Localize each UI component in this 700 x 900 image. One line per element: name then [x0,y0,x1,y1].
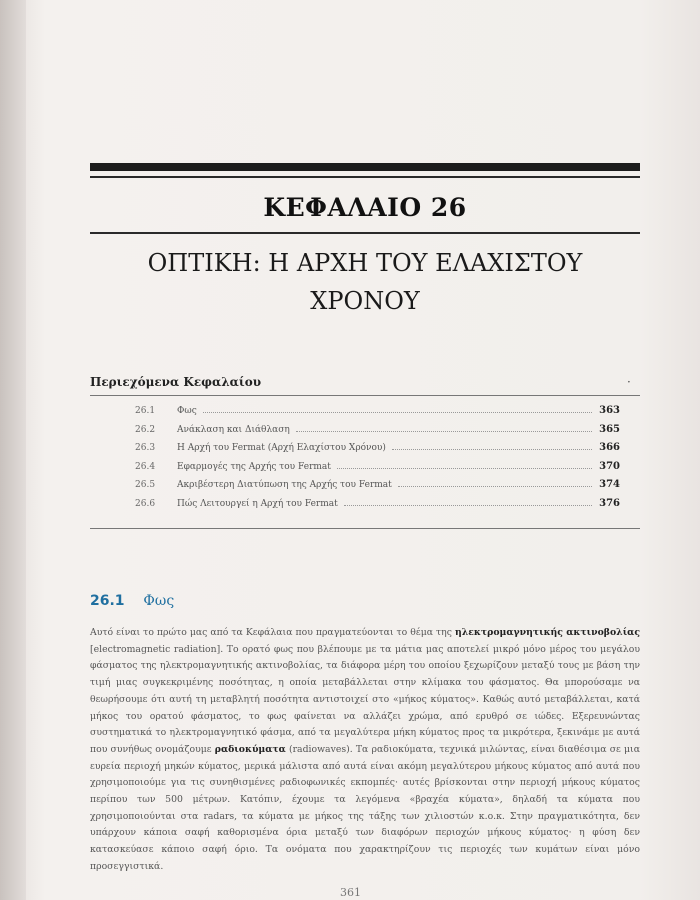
toc-row [135,461,620,480]
toc-number: 26.2 [135,424,156,435]
chapter-label: ΚΕΦΑΛΑΙΟ 26 [263,193,467,222]
toc-leader-dots [296,431,592,432]
body-text-run: (radiowaves). Τα ραδιοκύματα, τεχνικά μιλώντας, είναι διαθέσιμα σε μια ευρεία περιοχή μηκών κύματος, μερικά μάλιστα από αυτά είναι ακόμη μεγαλύτερου μήκους κύματος από αυτά που χρησιμοποιούμε για τις συνηθισμένες ραδιοφωνικές εκπομπές· αυτές βρίσκονται στην περιοχή μήκους κύματος περίπου των 500 μέτρων. Κατόπιν, έχουμε τα λεγόμενα «βραχέα κύματα», δηλαδή τα κύματα που χρησιμοποιούνται στα radars, τα κύματα με μήκος της τάξης των χιλιοστών κ.ο.κ. Στην πραγματικότητα, δεν υπάρχουν κάποια σαφή καθορισμένα όρια μεταξύ των διαφόρων περιοχών μήκους κύματος· η φύση δεν κατασκεύασε κάποιο σαφή όριο. Τα ονόματα που χαρακτηρίζουν τις περιοχές των κυμάτων είναι μόνο προσεγγιστικά. [90,743,640,872]
chapter-rule-thick [90,163,640,171]
toc-page: 376 [599,497,620,509]
book-spine-shadow [0,0,26,900]
body-text-run: [electromagnetic radiation]. Το ορατό φως που βλέπουμε με τα μάτια μας αποτελεί μικρό μόνο μέρος του μεγάλου φάσματος της ηλεκτρομαγνητικής ακτινοβολίας, τα διάφορα μέρη του οποίου ξεχωρίζουν μεταξύ τους με βάση την τιμή μιας συγκεκριμένης ποσότητας, η οποία μεταβάλλεται στην κλίμακα του φάσματος. Θα μπορούσαμε να θεωρήσουμε ότι αυτή τη μεταβλητή ποσότητα αντιστοιχεί στο «μήκος κύματος». Καθώς αυτό μεταβάλλεται, κατά μήκος του ορατού φάσματος, το φως φαίνεται να αλλάζει χρώμα, από ερυθρό σε ιώδες. Εξερευνώντας συστηματικά το ηλεκτρομαγνητικό φάσμα, από τα μεγαλύτερα μήκη κύματος προς τα μικρότερα, ξεκινάμε με αυτά που συνήθως ονομάζουμε [90,643,640,755]
toc-title: Ανάκλαση και Διάθλαση [177,424,290,435]
table-of-contents [135,405,620,516]
contents-rule-bottom [90,528,640,529]
chapter-rule-thin-top [90,176,640,178]
toc-row [135,479,620,498]
toc-row [135,424,620,443]
toc-leader-dots [398,486,592,487]
contents-marker: · [627,375,631,389]
section-number: 26.1 [90,593,125,609]
toc-page: 363 [599,405,620,416]
body-text-run: Αυτό είναι το πρώτο μας από τα Κεφάλαια που πραγματεύονται το θέμα της [90,627,455,638]
chapter-title [90,244,640,320]
page-number: 361 [340,886,361,899]
section-title: Φως [143,593,175,609]
toc-title: Ακριβέστερη Διατύπωση της Αρχής του Fermat [177,480,392,490]
toc-title: Πώς Λειτουργεί η Αρχή του Fermat [177,498,338,509]
toc-number: 26.3 [135,443,156,453]
toc-leader-dots [203,412,592,413]
toc-title: Φως [177,406,197,416]
toc-number: 26.5 [135,480,156,490]
toc-page: 370 [599,460,620,472]
body-term-bold: ραδιοκύματα [214,743,286,755]
toc-number: 26.1 [135,406,156,416]
contents-heading: Περιεχόμενα Κεφαλαίου [90,375,262,389]
toc-row [135,442,620,461]
toc-title: Εφαρμογές της Αρχής του Fermat [177,461,331,472]
contents-rule-top [90,395,640,396]
toc-page: 374 [599,479,620,490]
toc-page: 365 [599,423,620,435]
toc-title: Η Αρχή του Fermat (Αρχή Ελαχίστου Χρόνου) [177,443,386,453]
toc-leader-dots [337,468,592,469]
toc-leader-dots [392,449,592,450]
toc-row [135,405,620,424]
toc-number: 26.6 [135,498,156,509]
chapter-rule-thin-bottom [90,232,640,234]
chapter-title-line-2: ΧΡΟΝΟΥ [310,287,420,315]
chapter-title-line-1: ΟΠΤΙΚΗ: Η ΑΡΧΗ ΤΟΥ ΕΛΑΧΙΣΤΟΥ [147,249,583,277]
section-heading [90,593,174,609]
section-body [90,625,640,876]
toc-leader-dots [344,505,592,506]
toc-page: 366 [599,442,620,453]
body-term-bold: ηλεκτρομαγνητικής ακτινοβολίας [454,627,641,638]
toc-row [135,498,620,517]
toc-number: 26.4 [135,461,156,472]
